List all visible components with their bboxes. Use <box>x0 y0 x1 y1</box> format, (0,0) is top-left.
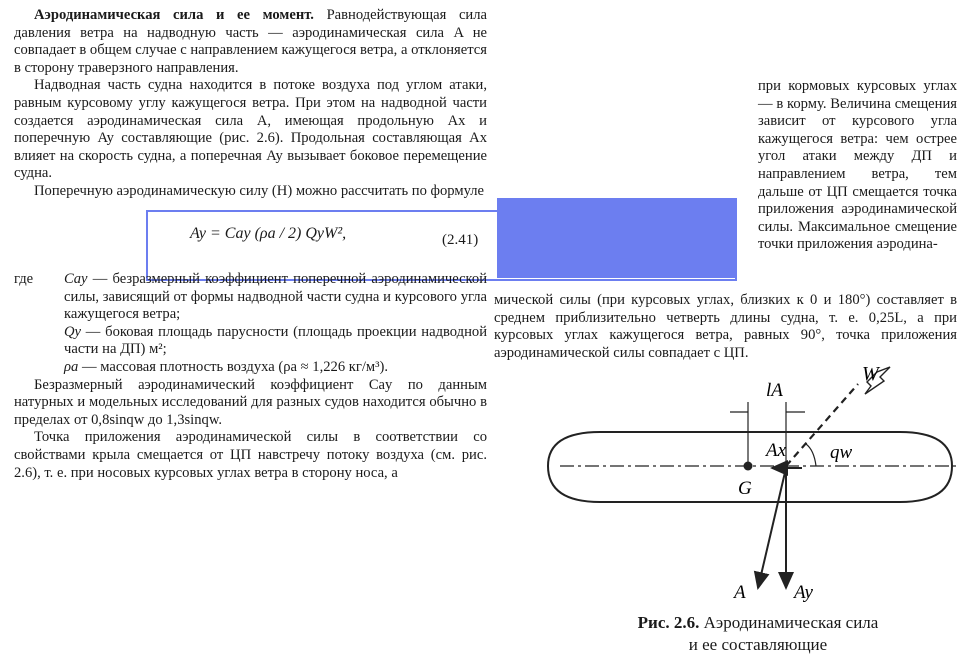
paragraph-3: Поперечную аэродинамическую силу (Н) можно рассчитать по формуле <box>34 182 484 199</box>
formula-2-41: Ay = Cay (ρa / 2) QyW², <box>190 225 347 242</box>
equation-number: (2.41) <box>442 232 479 248</box>
definition-row: где Cay — безразмерный коэффициент поперечной аэродинамической силы, зависящий от формы надводной части судна и курсового угла кажущегося ветра; <box>14 271 488 323</box>
label-ay: Ay <box>794 582 813 602</box>
definition-row: Qy — боковая площадь парусности (площадь проекции надводной части на ДП) м²; <box>64 323 487 358</box>
paragraph-4: Безразмерный аэродинамический коэффициент Cay по данным натурных и модельных исследований для разных судов находится обычно в пределах от 0,8sinqw до 1,3sinqw. <box>14 376 487 428</box>
section-heading: Аэродинамическая сила и ее момент. <box>34 7 314 23</box>
paragraph-1: Аэродинамическая сила и ее момент. Равнодействующая сила давления ветра на надводную часть — аэродинамическая сила A не совпадает в общем случае с направлением кажущегося ветра, а отклоняется в сторону траверзного направления. <box>14 7 487 76</box>
term-cay: Cay <box>64 271 88 287</box>
label-la: lA <box>766 380 783 401</box>
paragraph-5: Точка приложения аэродинамической силы в соответствии со свойствами крыла смещается от ЦП навстречу потоку воздуха (см. рис. 2.6), т. е. при носовых курсовых углах ветра в сторону носа, а <box>14 429 487 481</box>
definition-row: ρa — массовая плотность воздуха (ρa ≈ 1,226 кг/м³). <box>64 358 389 375</box>
figure-hull-diagram <box>540 362 960 602</box>
highlight-rectangle <box>497 198 737 278</box>
definitions-block <box>14 271 487 482</box>
label-g: G <box>738 478 752 499</box>
where-label: где <box>14 271 34 287</box>
figure-caption: Рис. 2.6. Аэродинамическая сила и ее составляющие <box>637 613 879 654</box>
force-a-arrow <box>758 468 786 588</box>
right-column-bottom: мической силы (при курсовых углах, близких к 0 и 180°) составляет в среднем приблизительно четверть длины судна, т. е. 0,25L, а при курсовых углах кажущегося ветра, равных 90°, точка приложения аэродинамической силы совпадает с ЦП. <box>494 292 957 361</box>
right-column-top: при кормовых курсовых углах — в корму. Величина смещения зависит от курсового угла кажущегося ветра: чем острее угол атаки между ДП и направлением ветра, тем дальше от ЦП смещается точка приложения аэродинамической силы. Максимальное смещение точки приложения аэродина- <box>758 78 957 253</box>
label-qw: qw <box>830 442 853 463</box>
left-column <box>14 7 487 201</box>
term-qy: Qy <box>64 323 82 340</box>
term-rho: ρa <box>64 358 79 375</box>
paragraph-2: Надводная часть судна находится в потоке воздуха под углом атаки, равным курсовому углу кажущегося ветра. При этом на надводной части создается аэродинамическая сила A, имеющая продольную Ax и поперечную Ay составляющие (рис. 2.6). Продольная составляющая Ax влияет на скорость судна, а поперечная Ay вызывает боковое перемещение судна. <box>14 77 487 182</box>
label-ax: Ax <box>766 440 787 461</box>
center-of-gravity-point <box>744 462 753 471</box>
label-w: W <box>862 363 879 385</box>
label-a: A <box>734 582 746 602</box>
